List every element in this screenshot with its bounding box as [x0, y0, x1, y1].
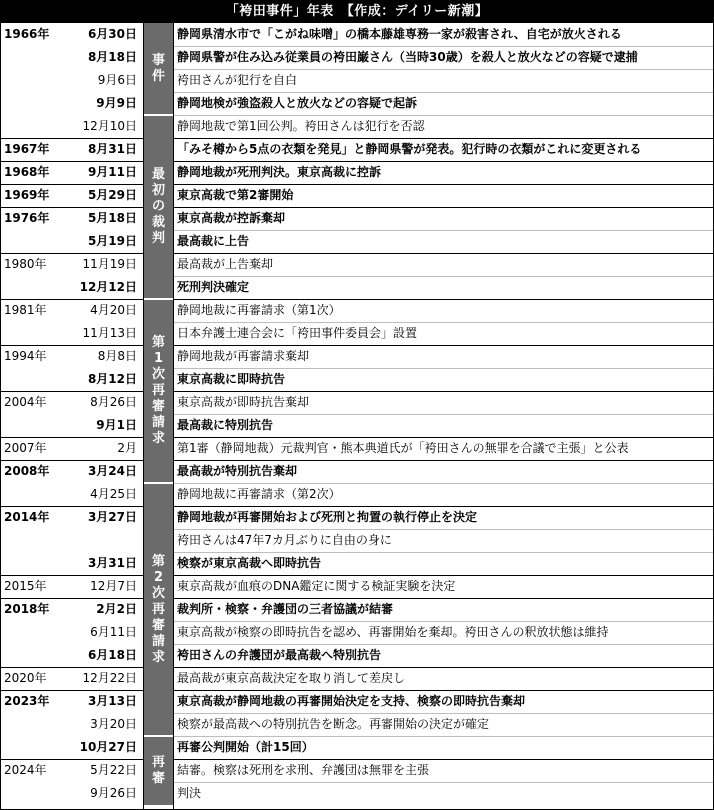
phase-divider	[144, 114, 173, 116]
date-cell: 12月10日	[82, 119, 137, 133]
year-cell: 1969年	[4, 188, 50, 202]
row-separator	[173, 782, 713, 783]
table-row	[1, 437, 713, 460]
year-cell	[4, 115, 64, 138]
table-row	[1, 644, 713, 667]
date-cell: 5月18日	[87, 211, 137, 225]
table-row	[1, 759, 713, 782]
row-separator	[173, 736, 713, 737]
row-separator	[173, 552, 713, 553]
date-cell: 12月12日	[79, 280, 137, 294]
date-cell: 5月29日	[87, 188, 137, 202]
row-separator	[1, 690, 713, 691]
phase-label-text: 最 初 の 裁 判	[151, 167, 165, 246]
year-cell: 1980年	[4, 257, 47, 271]
row-separator	[173, 644, 713, 645]
row-separator	[1, 437, 713, 438]
date-cell: 9月26日	[90, 786, 137, 800]
table-row	[1, 115, 713, 138]
event-cell: 東京高裁が控訴棄却	[177, 211, 286, 225]
event-cell: 東京高裁に即時抗告	[177, 372, 286, 386]
date-cell: 9月11日	[87, 165, 137, 179]
year-cell: 2020年	[4, 671, 47, 685]
year-cell	[4, 46, 64, 69]
year-cell	[4, 230, 64, 253]
year-cell: 2015年	[4, 579, 47, 593]
date-cell: 12月7日	[90, 579, 137, 593]
phase-label	[144, 23, 173, 115]
table-row	[1, 713, 713, 736]
year-cell	[4, 276, 64, 299]
row-separator	[173, 115, 713, 116]
table-row	[1, 230, 713, 253]
year-cell	[4, 322, 64, 345]
date-cell: 11月13日	[82, 326, 137, 340]
year-cell: 2008年	[4, 464, 50, 478]
year-cell	[4, 529, 64, 552]
row-separator	[173, 322, 713, 323]
event-cell: 静岡県警が住み込み従業員の袴田巌さん（当時30歳）を殺人と放火などの容疑で逮捕	[177, 50, 638, 64]
row-separator	[173, 230, 713, 231]
event-cell: 袴田さんが犯行を自白	[177, 73, 298, 87]
year-cell: 1967年	[4, 142, 50, 156]
date-cell: 8月8日	[97, 349, 137, 363]
date-cell: 6月11日	[90, 625, 137, 639]
event-cell: 東京高裁が血痕のDNA鑑定に関する検証実験を決定	[177, 579, 456, 593]
date-cell: 3月31日	[87, 556, 137, 570]
phase-label-text: 事 件	[151, 53, 165, 84]
date-cell: 9月6日	[97, 73, 137, 87]
event-cell: 「みそ樽から5点の衣類を発見」と静岡県警が発表。犯行時の衣類がこれに変更される	[177, 142, 642, 156]
date-cell: 6月30日	[87, 27, 137, 41]
table-row	[1, 414, 713, 437]
table-row	[1, 391, 713, 414]
event-cell: 静岡地裁に再審請求（第2次）	[177, 487, 341, 501]
table-row	[1, 782, 713, 805]
date-cell: 3月24日	[87, 464, 137, 478]
date-cell: 5月22日	[90, 763, 137, 777]
year-cell: 1976年	[4, 211, 50, 225]
date-cell: 10月27日	[79, 740, 137, 754]
row-separator	[173, 46, 713, 47]
date-cell: 6月18日	[87, 648, 137, 662]
table-row	[1, 184, 713, 207]
year-cell	[4, 92, 64, 115]
row-separator	[1, 506, 713, 507]
year-cell	[4, 782, 64, 805]
row-separator	[173, 92, 713, 93]
event-cell: 最高裁に上告	[177, 234, 250, 248]
table-row	[1, 460, 713, 483]
date-cell: 12月22日	[82, 671, 137, 685]
year-cell	[4, 69, 64, 92]
row-separator	[1, 391, 713, 392]
date-cell: 8月18日	[87, 50, 137, 64]
row-separator	[1, 460, 713, 461]
table-row	[1, 46, 713, 69]
phase-label-text: 第 1 次 再 審 請 求	[151, 335, 165, 446]
row-separator	[173, 621, 713, 622]
event-cell: 最高裁が上告棄却	[177, 257, 274, 271]
event-cell: 最高裁に特別抗告	[177, 418, 274, 432]
event-cell: 静岡地裁に再審請求（第1次）	[177, 303, 341, 317]
row-separator	[173, 276, 713, 277]
event-cell: 袴田さんの弁護団が最高裁へ特別抗告	[177, 648, 382, 662]
row-separator	[173, 414, 713, 415]
date-cell: 3月27日	[87, 510, 137, 524]
event-cell: 東京高裁が検察の即時抗告を認め、再審開始を棄却。袴田さんの釈放状態は維持	[177, 625, 609, 639]
event-cell: 最高裁が東京高裁決定を取り消して差戻し	[177, 671, 406, 685]
date-cell: 2月	[117, 441, 137, 455]
event-cell: 検察が最高裁への特別抗告を断念。再審開始の決定が確定	[177, 717, 490, 731]
table-row	[1, 368, 713, 391]
row-separator	[1, 575, 713, 576]
table-row	[1, 161, 713, 184]
event-cell: 静岡地検が強盗殺人と放火などの容疑で起訴	[177, 96, 418, 110]
date-cell: 2月2日	[96, 602, 137, 616]
row-separator	[173, 69, 713, 70]
row-separator	[1, 161, 713, 162]
date-cell: 4月20日	[90, 303, 137, 317]
phase-label-text: 再 審	[151, 754, 165, 786]
date-cell: 11月19日	[82, 257, 137, 271]
date-cell: 3月20日	[90, 717, 137, 731]
year-cell	[4, 621, 64, 644]
year-cell: 2018年	[4, 602, 50, 616]
table-row	[1, 529, 713, 552]
year-cell	[4, 644, 64, 667]
date-cell: 8月31日	[87, 142, 137, 156]
phase-label	[144, 115, 173, 299]
row-separator	[1, 299, 713, 300]
table-title: 「袴田事件」年表 【作成：デイリー新潮】	[1, 1, 713, 23]
event-cell: 結審。検察は死刑を求刑、弁護団は無罪を主張	[177, 763, 430, 777]
year-cell: 2007年	[4, 441, 47, 455]
year-cell: 2004年	[4, 395, 47, 409]
table-row	[1, 276, 713, 299]
date-cell: 5月19日	[87, 234, 137, 248]
year-cell: 1981年	[4, 303, 47, 317]
event-cell: 第1審（静岡地裁）元裁判官・熊本典道氏が「袴田さんの無罪を合議で主張」と公表	[177, 441, 629, 455]
phase-label	[144, 736, 173, 805]
year-cell	[4, 736, 64, 759]
event-cell: 最高裁が特別抗告棄却	[177, 464, 298, 478]
year-cell: 2014年	[4, 510, 50, 524]
phase-label	[144, 299, 173, 483]
row-separator	[1, 184, 713, 185]
event-cell: 静岡地裁が再審開始および死刑と拘置の執行停止を決定	[177, 510, 478, 524]
table-row	[1, 299, 713, 322]
row-separator	[173, 529, 713, 530]
row-separator	[1, 138, 713, 139]
table-row	[1, 345, 713, 368]
table-row	[1, 69, 713, 92]
row-separator	[1, 207, 713, 208]
year-cell	[4, 483, 64, 506]
phase-label	[144, 483, 173, 736]
year-cell	[4, 368, 64, 391]
date-cell: 4月25日	[90, 487, 137, 501]
event-cell: 東京高裁で第2審開始	[177, 188, 294, 202]
table-row	[1, 621, 713, 644]
table-row	[1, 322, 713, 345]
year-cell: 1966年	[4, 27, 50, 41]
table-row	[1, 552, 713, 575]
event-cell: 日本弁護士連合会に「袴田事件委員会」設置	[177, 326, 418, 340]
year-cell	[4, 713, 64, 736]
event-cell: 死刑判決確定	[177, 280, 250, 294]
event-cell: 袴田さんは47年7カ月ぶりに自由の身に	[177, 533, 392, 547]
event-cell: 静岡地裁で第1回公判。袴田さんは犯行を否認	[177, 119, 425, 133]
table-row	[1, 598, 713, 621]
event-cell: 東京高裁が静岡地裁の再審開始決定を支持、検察の即時抗告棄却	[177, 694, 526, 708]
date-cell	[61, 529, 137, 552]
table-row	[1, 667, 713, 690]
event-cell: 再審公判開始（計15回）	[177, 740, 314, 754]
year-cell	[4, 414, 64, 437]
year-cell: 2024年	[4, 763, 47, 777]
row-separator	[1, 345, 713, 346]
table-row	[1, 138, 713, 161]
table-row	[1, 575, 713, 598]
row-separator	[173, 483, 713, 484]
event-cell: 裁判所・検察・弁護団の三者協議が結審	[177, 602, 394, 616]
year-cell: 1994年	[4, 349, 47, 363]
row-separator	[173, 368, 713, 369]
year-cell	[4, 552, 64, 575]
table-row	[1, 690, 713, 713]
event-cell: 東京高裁が即時抗告棄却	[177, 395, 310, 409]
event-cell: 静岡県清水市で「こがね味噌」の橋本藤雄専務一家が殺害され、自宅が放火される	[177, 27, 622, 41]
phase-divider	[144, 298, 173, 300]
year-cell: 1968年	[4, 165, 50, 179]
row-separator	[1, 759, 713, 760]
row-separator	[1, 598, 713, 599]
table-row	[1, 736, 713, 759]
phase-label-text: 第 2 次 再 審 請 求	[151, 553, 165, 665]
date-cell: 8月12日	[87, 372, 137, 386]
table-row	[1, 253, 713, 276]
date-cell: 8月26日	[90, 395, 137, 409]
table-row	[1, 92, 713, 115]
table-row	[1, 483, 713, 506]
phase-divider	[144, 482, 173, 484]
row-separator	[1, 253, 713, 254]
column-divider	[173, 23, 174, 809]
row-separator	[1, 667, 713, 668]
table-row	[1, 207, 713, 230]
event-cell: 検察が東京高裁へ即時抗告	[177, 556, 322, 570]
event-cell: 判決	[177, 786, 202, 800]
table-row	[1, 23, 713, 46]
row-separator	[173, 713, 713, 714]
table-row	[1, 506, 713, 529]
date-cell: 9月9日	[96, 96, 137, 110]
date-cell: 3月13日	[87, 694, 137, 708]
event-cell: 静岡地裁が再審請求棄却	[177, 349, 310, 363]
date-cell: 9月1日	[96, 418, 137, 432]
event-cell: 静岡地裁が死刑判決。東京高裁に控訴	[177, 165, 382, 179]
year-cell: 2023年	[4, 694, 50, 708]
phase-divider	[144, 735, 173, 737]
